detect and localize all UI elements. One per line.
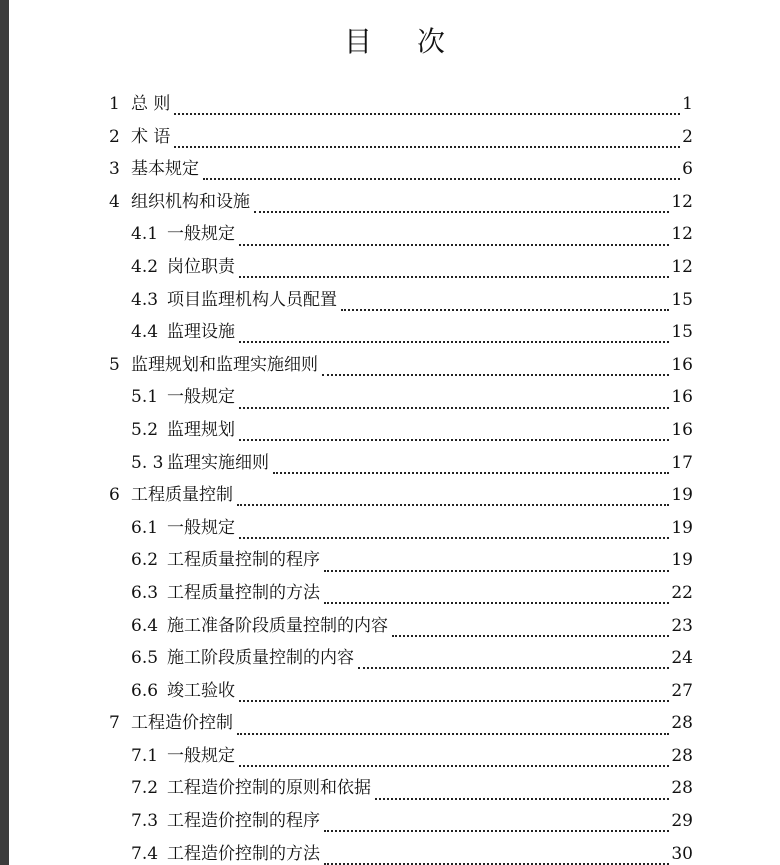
toc-dot-leader bbox=[324, 843, 669, 865]
toc-dot-leader bbox=[358, 647, 669, 669]
toc-entry-page-number: 27 bbox=[671, 680, 693, 701]
toc-dot-leader bbox=[239, 745, 669, 767]
toc-dot-leader bbox=[239, 224, 669, 246]
toc-entry-title: 工程质量控制的程序 bbox=[167, 550, 320, 571]
toc-dot-leader bbox=[239, 680, 669, 702]
toc-entry-title: 监理规划和监理实施细则 bbox=[131, 354, 318, 375]
toc-entry-number: 5.2 bbox=[131, 419, 159, 440]
toc-entry-section[interactable] bbox=[109, 610, 693, 643]
toc-entry-chapter[interactable] bbox=[109, 349, 693, 382]
toc-entry-number: 6.3 bbox=[131, 582, 159, 603]
toc-entry-number: 6.5 bbox=[131, 648, 159, 669]
document-page bbox=[9, 0, 780, 865]
toc-dot-leader bbox=[203, 158, 680, 180]
toc-entry-page-number: 22 bbox=[671, 582, 693, 603]
toc-entry-page-number: 29 bbox=[671, 811, 693, 832]
toc-entry-section[interactable] bbox=[109, 512, 693, 545]
toc-dot-leader bbox=[237, 713, 669, 735]
toc-entry-number: 6 bbox=[109, 485, 120, 506]
toc-entry-section[interactable] bbox=[109, 675, 693, 708]
toc-entry-title: 工程造价控制的方法 bbox=[167, 843, 320, 864]
toc-entry-page-number: 28 bbox=[671, 713, 693, 734]
toc-entry-number: 4 bbox=[109, 191, 120, 212]
toc-dot-leader bbox=[324, 810, 669, 832]
table-of-contents bbox=[109, 88, 693, 865]
toc-entry-title: 基本规定 bbox=[131, 159, 199, 180]
toc-dot-leader bbox=[239, 321, 669, 343]
toc-entry-number: 7.3 bbox=[131, 811, 159, 832]
toc-entry-number: 6.1 bbox=[131, 517, 159, 538]
toc-entry-chapter[interactable] bbox=[109, 479, 693, 512]
toc-entry-chapter[interactable] bbox=[109, 707, 693, 740]
toc-entry-number: 7.1 bbox=[131, 745, 159, 766]
toc-entry-title: 工程质量控制的方法 bbox=[167, 582, 320, 603]
toc-entry-section[interactable] bbox=[109, 642, 693, 675]
toc-entry-page-number: 12 bbox=[671, 256, 693, 277]
toc-entry-number: 5 bbox=[109, 354, 120, 375]
toc-dot-leader bbox=[174, 126, 680, 148]
toc-entry-chapter[interactable] bbox=[109, 186, 693, 219]
toc-entry-number: 7.4 bbox=[131, 843, 159, 864]
toc-entry-title: 监理实施细则 bbox=[167, 452, 269, 473]
toc-entry-title: 术 语 bbox=[131, 126, 171, 147]
toc-entry-number: 7 bbox=[109, 713, 120, 734]
toc-entry-title: 施工阶段质量控制的内容 bbox=[167, 648, 354, 669]
toc-entry-section[interactable] bbox=[109, 316, 693, 349]
toc-entry-title: 组织机构和设施 bbox=[131, 191, 250, 212]
toc-dot-leader bbox=[322, 354, 669, 376]
toc-dot-leader bbox=[239, 256, 669, 278]
toc-entry-number: 6.6 bbox=[131, 680, 159, 701]
toc-entry-title: 一般规定 bbox=[167, 387, 235, 408]
toc-entry-section[interactable] bbox=[109, 414, 693, 447]
toc-entry-title: 一般规定 bbox=[167, 517, 235, 538]
toc-entry-title: 施工准备阶段质量控制的内容 bbox=[167, 615, 388, 636]
toc-entry-page-number: 2 bbox=[682, 126, 693, 147]
toc-entry-title: 工程造价控制 bbox=[131, 713, 233, 734]
toc-entry-title: 一般规定 bbox=[167, 745, 235, 766]
toc-dot-leader bbox=[341, 289, 669, 311]
toc-entry-page-number: 12 bbox=[671, 224, 693, 245]
toc-entry-section[interactable] bbox=[109, 251, 693, 284]
toc-entry-title: 工程质量控制 bbox=[131, 485, 233, 506]
toc-entry-page-number: 12 bbox=[671, 191, 693, 212]
toc-entry-number: 6.4 bbox=[131, 615, 159, 636]
toc-dot-leader bbox=[254, 191, 669, 213]
toc-entry-section[interactable] bbox=[109, 381, 693, 414]
toc-entry-number: 4.4 bbox=[131, 322, 159, 343]
toc-entry-section[interactable] bbox=[109, 577, 693, 610]
toc-entry-page-number: 16 bbox=[671, 419, 693, 440]
toc-dot-leader bbox=[273, 452, 669, 474]
toc-entry-title: 总 则 bbox=[131, 94, 171, 114]
toc-entry-page-number: 17 bbox=[671, 452, 693, 473]
toc-entry-number: 2 bbox=[109, 126, 120, 147]
toc-entry-page-number: 16 bbox=[671, 354, 693, 375]
toc-entry-title: 监理设施 bbox=[167, 322, 235, 343]
toc-entry-page-number: 28 bbox=[671, 745, 693, 766]
toc-entry-section[interactable] bbox=[109, 218, 693, 251]
toc-entry-number: 4.3 bbox=[131, 289, 159, 310]
toc-entry-page-number: 19 bbox=[671, 517, 693, 538]
toc-entry-number: 1 bbox=[109, 94, 120, 114]
toc-entry-chapter[interactable] bbox=[109, 88, 693, 121]
toc-entry-title: 工程造价控制的程序 bbox=[167, 811, 320, 832]
toc-entry-section[interactable] bbox=[109, 772, 693, 805]
toc-dot-leader bbox=[239, 419, 669, 441]
toc-entry-number: 5. 3 bbox=[131, 452, 164, 473]
toc-entry-section[interactable] bbox=[109, 544, 693, 577]
toc-entry-page-number: 16 bbox=[671, 387, 693, 408]
toc-entry-number: 4.2 bbox=[131, 256, 159, 277]
toc-entry-page-number: 24 bbox=[671, 648, 693, 669]
toc-entry-page-number: 28 bbox=[671, 778, 693, 799]
toc-dot-leader bbox=[174, 93, 680, 115]
toc-entry-page-number: 1 bbox=[682, 94, 693, 114]
toc-dot-leader bbox=[324, 582, 669, 604]
toc-entry-title: 工程造价控制的原则和依据 bbox=[167, 778, 371, 799]
toc-entry-section[interactable] bbox=[109, 284, 693, 317]
toc-entry-section[interactable] bbox=[109, 447, 693, 480]
toc-entry-page-number: 30 bbox=[671, 843, 693, 864]
toc-entry-section[interactable] bbox=[109, 805, 693, 838]
viewer-left-edge bbox=[0, 0, 9, 865]
toc-entry-section[interactable] bbox=[109, 838, 693, 865]
toc-entry-number: 5.1 bbox=[131, 387, 159, 408]
toc-entry-page-number: 19 bbox=[671, 485, 693, 506]
toc-entry-title: 岗位职责 bbox=[167, 256, 235, 277]
toc-entry-title: 监理规划 bbox=[167, 419, 235, 440]
toc-entry-page-number: 6 bbox=[682, 159, 693, 180]
toc-entry-section[interactable] bbox=[109, 740, 693, 773]
toc-entry-title: 项目监理机构人员配置 bbox=[167, 289, 337, 310]
toc-dot-leader bbox=[239, 387, 669, 409]
toc-dot-leader bbox=[239, 517, 669, 539]
toc-entry-title: 一般规定 bbox=[167, 224, 235, 245]
toc-dot-leader bbox=[375, 778, 669, 800]
toc-entry-number: 6.2 bbox=[131, 550, 159, 571]
toc-dot-leader bbox=[237, 484, 669, 506]
page-title: 目 次 bbox=[344, 25, 463, 58]
toc-entry-page-number: 15 bbox=[671, 322, 693, 343]
toc-entry-page-number: 15 bbox=[671, 289, 693, 310]
toc-entry-number: 7.2 bbox=[131, 778, 159, 799]
toc-entry-page-number: 19 bbox=[671, 550, 693, 571]
toc-entry-title: 竣工验收 bbox=[167, 680, 235, 701]
toc-entry-page-number: 23 bbox=[671, 615, 693, 636]
toc-entry-number: 3 bbox=[109, 159, 120, 180]
toc-entry-chapter[interactable] bbox=[109, 121, 693, 154]
toc-dot-leader bbox=[392, 615, 669, 637]
toc-dot-leader bbox=[324, 550, 669, 572]
toc-entry-chapter[interactable] bbox=[109, 153, 693, 186]
toc-entry-number: 4.1 bbox=[131, 224, 159, 245]
